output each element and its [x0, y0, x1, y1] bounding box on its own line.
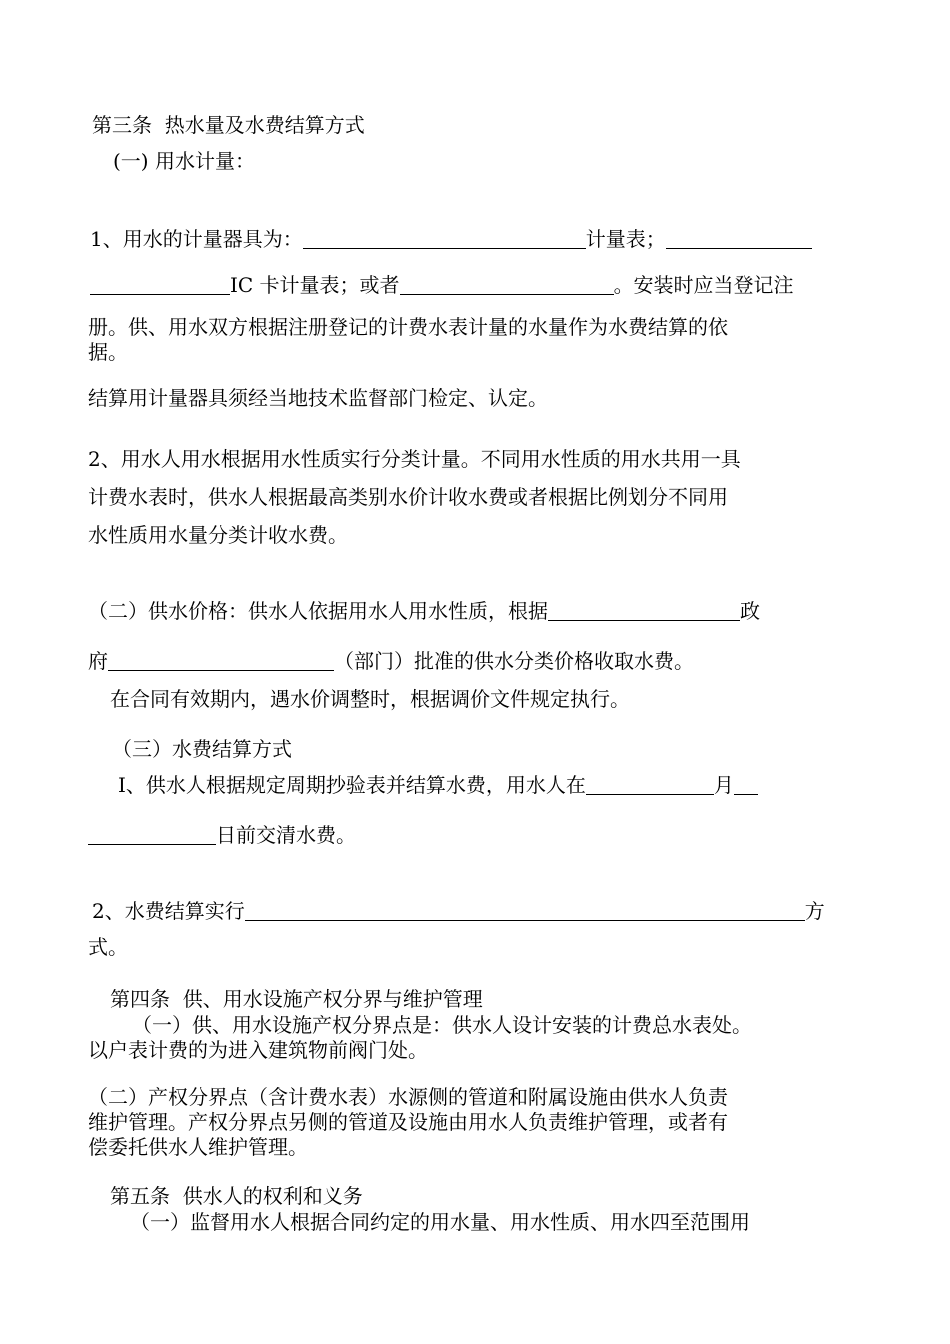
paragraph-line: 2、水费结算实行 方 — [92, 899, 825, 923]
article-4-title: 第四条 供、用水设施产权分界与维护管理 — [110, 987, 483, 1011]
paragraph-line: 以户表计费的为进入建筑物前阀门处。 — [88, 1038, 428, 1062]
article-3-title: 第三条 热水量及水费结算方式 — [92, 113, 365, 137]
paragraph-line: 1、用水的计量器具为： 计量表； — [90, 226, 812, 252]
paragraph-line: （一）供、用水设施产权分界点是：供水人设计安装的计费总水表处。 — [132, 1013, 752, 1037]
paragraph-line: 府 （部门）批准的供水分类价格收取水费。 — [88, 649, 694, 673]
fill-blank[interactable] — [586, 774, 714, 795]
section-3-title: （三）水费结算方式 — [112, 737, 292, 761]
paragraph-line: （二）产权分界点（含计费水表）水源侧的管道和附属设施由供水人负责 — [88, 1085, 728, 1109]
fill-blank[interactable] — [548, 600, 740, 621]
fill-blank[interactable] — [666, 228, 812, 249]
fill-blank[interactable] — [734, 774, 758, 795]
fill-blank[interactable] — [88, 824, 216, 845]
paragraph-line: （一）监督用水人根据合同约定的用水量、用水性质、用水四至范围用 — [130, 1210, 750, 1234]
paragraph-line: 维护管理。产权分界点另侧的管道及设施由用水人负责维护管理，或者有 — [88, 1110, 728, 1134]
paragraph-line: 在合同有效期内，遇水价调整时，根据调价文件规定执行。 — [110, 687, 630, 711]
section-1-title: (一) 用水计量： — [113, 149, 255, 173]
fill-blank[interactable] — [90, 274, 230, 295]
paragraph-line: I、供水人根据规定周期抄验表并结算水费，用水人在 月 — [118, 772, 758, 798]
paragraph-line: 水性质用水量分类计收水费。 — [88, 523, 348, 547]
paragraph-line: 计费水表时，供水人根据最高类别水价计收水费或者根据比例划分不同用 — [88, 485, 728, 509]
paragraph-line: （二）供水价格：供水人依据用水人用水性质，根据 政 — [88, 599, 760, 623]
paragraph-line: 册。供、用水双方根据注册登记的计费水表计量的水量作为水费结算的依 — [88, 315, 728, 339]
article-5-title: 第五条 供水人的权利和义务 — [110, 1184, 363, 1208]
paragraph-line: 结算用计量器具须经当地技术监督部门检定、认定。 — [88, 386, 548, 410]
fill-blank[interactable] — [400, 274, 614, 295]
fill-blank[interactable] — [108, 650, 334, 671]
paragraph-line: 偿委托供水人维护管理。 — [88, 1135, 308, 1159]
paragraph-line: IC 卡计量表；或者 。安装时应当登记注 — [90, 272, 794, 298]
fill-blank[interactable] — [303, 228, 586, 249]
paragraph-line: 日前交清水费。 — [88, 822, 356, 848]
paragraph-line: 式。 — [88, 935, 128, 959]
fill-blank[interactable] — [245, 900, 805, 921]
paragraph-line: 据。 — [88, 340, 128, 364]
paragraph-line: 2、用水人用水根据用水性质实行分类计量。不同用水性质的用水共用一具 — [88, 447, 741, 471]
